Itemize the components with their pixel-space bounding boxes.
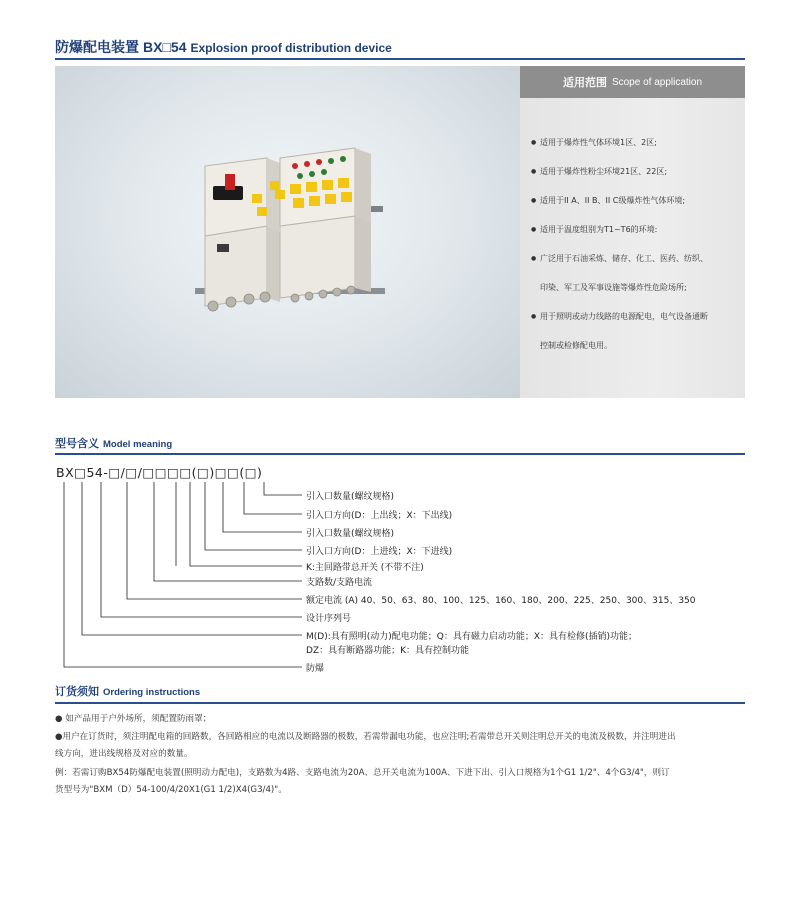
ordering-line: 线方向，进出线规格及对应的数量。 <box>55 749 193 759</box>
model-title-cn: 型号含义 <box>55 437 99 450</box>
ordering-divider <box>55 702 745 704</box>
model-label-inlet-dir: 引入口方向(D：上进线；X：下进线) <box>306 547 453 557</box>
model-label-rated-current: 额定电流 (A) 40、50、63、80、100、125、160、180、200、225、250、300、315、350 <box>306 596 696 606</box>
scope-item: ● 适用于爆炸性粉尘环境21区、22区; <box>534 165 739 178</box>
ordering-title-cn: 订货须知 <box>55 685 99 698</box>
model-label-outlet-qty: 引入口数量(螺纹规格) <box>306 492 395 502</box>
scope-item: ● 广泛用于石油采炼、储存、化工、医药、纺织、 <box>534 252 739 265</box>
ordering-example-model: 货型号为"BXM（D）54-100/4/20X1(G1 1/2)X4(G3/4)"。 <box>55 785 287 795</box>
model-label-main-switch: K:主回路带总开关 (不带不注) <box>306 563 424 573</box>
scope-item: 印染、军工及军事设施等爆炸性危险场所; <box>540 283 687 292</box>
model-label-function-1: M(D):具有照明(动力)配电功能；Q：具有磁力启动功能；X：具有检修(插销)功能； <box>306 632 638 642</box>
scope-item: ● 适用于爆炸性气体环境1区、2区; <box>534 136 739 149</box>
ordering-line: ●用户在订货时，须注明配电箱的回路数，各回路相应的电流以及断路器的极数，若需带漏电功能，也应注明;若需带总开关则注明总开关的电流及极数，并注明进出 <box>55 732 676 742</box>
ordering-title-en: Ordering instructions <box>103 687 201 698</box>
scope-item: 控制或检修配电用。 <box>540 341 612 350</box>
model-label-explosion-proof: 防爆 <box>306 664 325 674</box>
scope-title-cn: 适用范围 <box>562 76 607 89</box>
scope-item: ● 适用于温度组别为T1~T6的环境: <box>534 223 739 236</box>
model-label-outlet-dir: 引入口方向(D：上出线；X：下出线) <box>306 511 453 521</box>
model-code: BX□54-□/□/□□□□(□)□□(□) <box>56 465 263 480</box>
model-label-branches: 支路数/支路电流 <box>306 578 373 588</box>
model-label-function-2: DZ：具有断路器功能；K：具有控制功能 <box>306 646 469 656</box>
ordering-line: ● 如产品用于户外场所，须配置防雨罩； <box>55 714 212 724</box>
model-label-serial: 设计序列号 <box>306 614 352 624</box>
page-title-en: Explosion proof distribution device <box>190 41 392 55</box>
scope-item: ● 适用于II A、II B、II C级爆炸性气体环境; <box>534 194 739 207</box>
page-title-cn: 防爆配电装置 <box>55 40 139 56</box>
ordering-example: 例：若需订购BX54防爆配电装置(照明动力配电)，支路数为4路、支路电流为20A、总开关电流为100A、下进下出、引入口规格为1个G1 1/2"、4个G3/4"，则订 <box>55 768 670 778</box>
model-title-en: Model meaning <box>103 439 173 450</box>
page-title-model: BX□54 <box>143 39 187 55</box>
scope-item: ● 用于照明或动力线路的电源配电，电气设备通断 <box>534 310 739 323</box>
ordering-section-title <box>55 683 200 699</box>
scope-title-en: Scope of application <box>611 76 703 88</box>
model-label-inlet-qty: 引入口数量(螺纹规格) <box>306 529 395 539</box>
